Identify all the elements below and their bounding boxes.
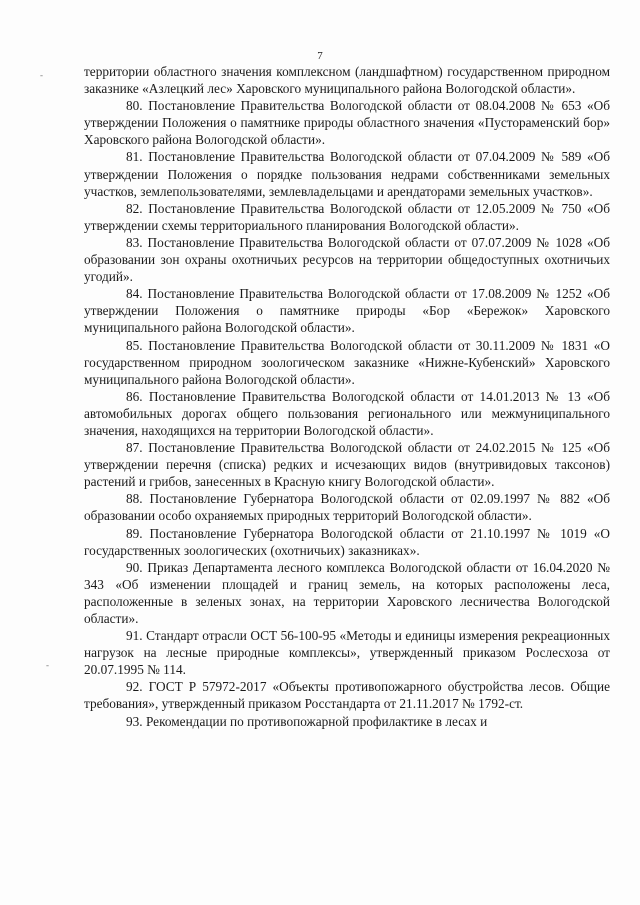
list-item-82: 82. Постановление Правительства Вологодской области от 12.05.2009 № 750 «Об утверждении схемы территориального планирования Вологодской области». bbox=[84, 200, 610, 233]
list-item-81: 81. Постановление Правительства Вологодской области от 07.04.2009 № 589 «Об утверждении Положения о порядке пользования недрами собственниками земельных участков, землепользователями, землевладельцами и арендаторами земельных участков». bbox=[84, 149, 610, 199]
list-item-83: 83. Постановление Правительства Вологодской области от 07.07.2009 № 1028 «Об образовании зон охраны охотничьих ресурсов на территории общедоступных охотничьих угодий». bbox=[84, 234, 610, 285]
list-item-87: 87. Постановление Правительства Вологодской области от 24.02.2015 № 125 «Об утверждении перечня (списка) редких и исчезающих видов (внутривидовых таксонов) растений и грибов, занесенных в Красную книгу Вологодской области». bbox=[84, 440, 610, 490]
page-number: 7 bbox=[317, 50, 323, 62]
list-item-84: 84. Постановление Правительства Вологодской области от 17.08.2009 № 1252 «Об утверждении Положения о памятнике природы «Бор «Бережок» Харовского муниципального района Вологодской области». bbox=[84, 286, 610, 336]
list-item-80: 80. Постановление Правительства Вологодской области от 08.04.2008 № 653 «Об утверждении Положения о памятнике природы областного значения «Пустораменский бор» Харовского района Вологодской области». bbox=[84, 98, 610, 148]
list-item-89: 89. Постановление Губернатора Вологодской области от 21.10.1997 № 1019 «О государственных зоологических (охотничьих) заказниках». bbox=[84, 525, 610, 558]
list-item-90: 90. Приказ Департамента лесного комплекса Вологодской области от 16.04.2020 № 343 «Об изменении площадей и границ земель, на которых расположены леса, расположенные в зеленых зонах, на территории Харовского лесничества Вологодской области». bbox=[84, 559, 610, 626]
paragraph-continuation: территории областного значения комплексном (ландшафтном) государственном природном заказнике «Азлецкий лес» Харовского муниципального района Вологодской области». bbox=[84, 64, 610, 97]
list-item-86: 86. Постановление Правительства Вологодской области от 14.01.2013 № 13 «Об автомобильных дорогах общего пользования регионального или межмуниципального значения, находящихся на территории Вологодской области». bbox=[84, 388, 610, 438]
list-item-91: 91. Стандарт отрасли ОСТ 56-100-95 «Методы и единицы измерения рекреационных нагрузок на лесные природные комплексы», утвержденный приказом Рослесхоза от 20.07.1995 № 114. bbox=[84, 628, 610, 678]
margin-mark: - bbox=[46, 660, 49, 670]
list-item-92: 92. ГОСТ Р 57972-2017 «Объекты противопожарного обустройства лесов. Общие требования», утвержденный приказом Росстандарта от 21.11.2017 № 1792-ст. bbox=[84, 679, 610, 712]
list-item-88: 88. Постановление Губернатора Вологодской области от 02.09.1997 № 882 «Об образовании особо охраняемых природных территорий Вологодской области». bbox=[84, 491, 610, 524]
list-item-85: 85. Постановление Правительства Вологодской области от 30.11.2009 № 1831 «О государственном природном зоологическом заказнике «Нижне-Кубенский» Харовского муниципального района Вологодской области». bbox=[84, 337, 610, 387]
margin-mark: - bbox=[40, 70, 43, 80]
list-item-93: 93. Рекомендации по противопожарной профилактике в лесах и bbox=[126, 713, 488, 729]
document-body bbox=[84, 63, 610, 730]
